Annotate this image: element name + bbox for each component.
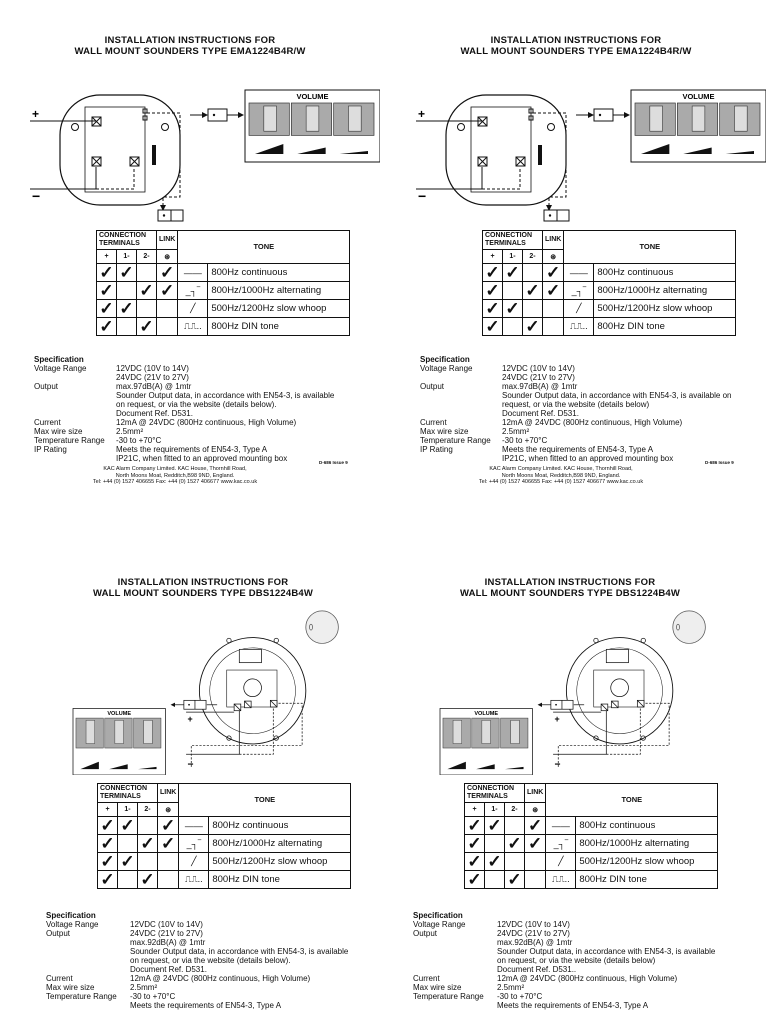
title-line-2: WALL MOUNT SOUNDERS TYPE DBS1224B4W: [459, 588, 681, 599]
spec-label: Current: [34, 418, 61, 427]
spec-value: 12mA @ 24VDC (800Hz continuous, High Volume): [497, 974, 678, 983]
table-row: [98, 817, 351, 835]
table-row: [483, 264, 736, 282]
spec-value: 2.5mm²: [502, 427, 530, 436]
column-2-header: 2-: [138, 803, 158, 817]
link-tick: ✓: [543, 264, 564, 282]
specification: [46, 911, 349, 1010]
sounder-base: [566, 638, 672, 744]
table-row: [483, 282, 736, 300]
spec-heading: Specification: [34, 355, 84, 364]
volume-box: [440, 708, 532, 775]
link-tick: [543, 318, 564, 336]
title-line-1: INSTALLATION INSTRUCTIONS FOR: [490, 35, 662, 46]
spec-label: Output: [34, 382, 59, 391]
column-3-header: ⊛: [157, 250, 178, 264]
volume-box: [73, 708, 165, 775]
minus-terminal-label: −: [32, 188, 41, 204]
tone-table: [482, 230, 736, 336]
terminal-tick: ✓: [483, 300, 503, 318]
tone-table: [97, 783, 351, 889]
link-tick: ✓: [525, 835, 546, 853]
terminal-tick: ✓: [118, 853, 138, 871]
connection-terminals-header: CONNECTION TERMINALS: [465, 784, 525, 803]
spec-value: Meets the requirements of EN54-3, Type A: [116, 445, 268, 454]
tone-name: 800Hz continuous: [594, 264, 736, 282]
tone-waveform-icon: _┐‾: [564, 282, 594, 300]
table-row: [97, 264, 350, 282]
terminal-tick: ✓: [503, 300, 523, 318]
spec-value: Sounder Output data, in accordance with EN54-3, is available: [497, 947, 716, 956]
spec-value: request, or via the website (details below): [502, 400, 650, 409]
terminal-2: [478, 157, 487, 166]
table-row: [483, 300, 736, 318]
terminal-tick: [503, 282, 523, 300]
spec-value: IP21C, when fitted to an approved mounting box: [116, 454, 288, 463]
tone-name: 800Hz DIN tone: [209, 871, 351, 889]
panel-title: [53, 577, 353, 599]
tone-waveform-icon: ╱: [564, 300, 594, 318]
table-row: [97, 282, 350, 300]
spec-value: on request, or via the website (details below).: [116, 400, 277, 409]
column-1-header: 1-: [485, 803, 505, 817]
tone-waveform-icon: ——: [178, 264, 208, 282]
spec-value: -30 to +70°C: [502, 436, 548, 445]
spec-value: 12mA @ 24VDC (800Hz continuous, High Volume): [130, 974, 311, 983]
link-tick: [525, 853, 546, 871]
connection-terminals-header: CONNECTION TERMINALS: [97, 231, 157, 250]
spec-value: -30 to +70°C: [497, 992, 543, 1001]
spec-label: Max wire size: [413, 983, 462, 992]
tone-waveform-icon: ╱: [546, 853, 576, 871]
tone-waveform-icon: ——: [564, 264, 594, 282]
terminal-tick: ✓: [465, 835, 485, 853]
terminal-1: [234, 704, 241, 711]
terminal-3: [130, 157, 139, 166]
column-2-header: 2-: [523, 250, 543, 264]
spec-label: Max wire size: [46, 983, 95, 992]
tone-waveform-icon: ——: [179, 817, 209, 835]
terminal-tick: ✓: [98, 871, 118, 889]
terminal-tick: [503, 318, 523, 336]
terminal-tick: ✓: [137, 318, 157, 336]
footer-line: KAC Alarm Company Limited. KAC House, Thornhill Road,: [489, 466, 633, 472]
wiring-diagram: [416, 85, 766, 225]
terminal-tick: ✓: [117, 264, 137, 282]
tone-header: TONE: [178, 231, 350, 264]
link-tick: ✓: [157, 282, 178, 300]
terminal-tick: ✓: [97, 282, 117, 300]
column-1-header: 1-: [117, 250, 137, 264]
tone-name: 500Hz/1200Hz slow whoop: [576, 853, 718, 871]
terminal-2: [611, 701, 618, 708]
spec-value: on request, or via the website (details below): [497, 956, 656, 965]
terminal-3: [516, 157, 525, 166]
title-line-2: WALL MOUNT SOUNDERS TYPE DBS1224B4W: [92, 588, 314, 599]
tone-waveform-icon: ⎍⎍..: [564, 318, 594, 336]
spec-label: Voltage Range: [420, 364, 473, 373]
wiring-diagram: [380, 605, 755, 775]
tone-name: 800Hz continuous: [576, 817, 718, 835]
table-row: [97, 318, 350, 336]
tone-table: [464, 783, 718, 889]
title-line-1: INSTALLATION INSTRUCTIONS FOR: [117, 577, 289, 588]
terminal-tick: ✓: [118, 817, 138, 835]
footer-line: North Moons Moat, Redditch,B98 9ND, England.: [115, 472, 235, 479]
issue-number: D-686 Issue 9: [705, 460, 734, 465]
spec-heading: Specification: [420, 355, 470, 364]
volume-label: VOLUME: [682, 92, 715, 101]
tone-waveform-icon: ——: [546, 817, 576, 835]
tone-name: 800Hz DIN tone: [208, 318, 350, 336]
link-tick: ✓: [525, 817, 546, 835]
column-3-header: ⊛: [158, 803, 179, 817]
spec-value: Document Ref. D531.: [116, 409, 193, 418]
terminal-tick: [505, 853, 525, 871]
spec-label: Current: [420, 418, 447, 427]
link-tick: [525, 871, 546, 889]
tone-name: 800Hz/1000Hz alternating: [594, 282, 736, 300]
panel-title: [420, 577, 720, 599]
minus-terminal-label: −: [554, 759, 561, 771]
spec-value: -30 to +70°C: [116, 436, 162, 445]
spec-value: on request, or via the website (details below).: [130, 956, 291, 965]
terminal-tick: [138, 817, 158, 835]
specification: [34, 355, 335, 463]
spec-value: 24VDC (21V to 27V): [116, 373, 189, 382]
column-3-header: ⊛: [525, 803, 546, 817]
link-plug: [184, 700, 206, 709]
tone-waveform-icon: _┐‾: [178, 282, 208, 300]
instruction-panel-3: [13, 545, 397, 1024]
instruction-panel-2: [386, 0, 768, 512]
spec-value: 12VDC (10V to 14V): [116, 364, 189, 373]
issue-number: D-686 Issue 9: [319, 460, 348, 465]
spec-label: Max wire size: [34, 427, 83, 436]
terminal-tick: ✓: [505, 835, 525, 853]
plus-terminal-label: +: [32, 107, 40, 121]
terminal-tick: ✓: [138, 835, 158, 853]
title-line-2: WALL MOUNT SOUNDERS TYPE EMA1224B4R/W: [74, 46, 306, 57]
wiring-diagram: [13, 605, 388, 775]
tone-name: 800Hz DIN tone: [576, 871, 718, 889]
spec-label: Voltage Range: [413, 920, 466, 929]
link-header: LINK: [543, 231, 564, 250]
link-tick: [157, 318, 178, 336]
terminal-tick: [485, 871, 505, 889]
terminal-tick: ✓: [465, 817, 485, 835]
terminal-2: [92, 157, 101, 166]
spec-label: Temperature Range: [34, 436, 105, 445]
table-row: [465, 817, 718, 835]
tone-name: 800Hz/1000Hz alternating: [209, 835, 351, 853]
tone-waveform-icon: ⎍⎍..: [546, 871, 576, 889]
spec-value: 24VDC (21V to 27V): [502, 373, 575, 382]
sounder-thumbnail: [673, 611, 706, 644]
spec-label: Output: [420, 382, 445, 391]
spec-value: 24VDC (21V to 27V): [497, 929, 570, 938]
terminal-tick: [505, 817, 525, 835]
terminal-tick: [137, 264, 157, 282]
spec-value: max.92dB(A) @ 1mtr: [497, 938, 573, 947]
spec-value: 2.5mm²: [497, 983, 525, 992]
column-0-header: +: [465, 803, 485, 817]
tone-name: 800Hz/1000Hz alternating: [208, 282, 350, 300]
title-line-2: WALL MOUNT SOUNDERS TYPE EMA1224B4R/W: [460, 46, 692, 57]
terminal-tick: ✓: [483, 282, 503, 300]
terminal-tick: [138, 853, 158, 871]
tone-waveform-icon: ╱: [178, 300, 208, 318]
spec-value: 12VDC (10V to 14V): [502, 364, 575, 373]
spec-value: Document Ref. D531.: [130, 965, 207, 974]
table-row: [465, 871, 718, 889]
spec-label: Current: [46, 974, 73, 983]
column-1-header: 1-: [118, 803, 138, 817]
terminal-tick: ✓: [97, 300, 117, 318]
spec-label: Voltage Range: [34, 364, 87, 373]
table-row: [465, 853, 718, 871]
tone-header: TONE: [546, 784, 718, 817]
column-0-header: +: [97, 250, 117, 264]
spec-value: Sounder Output data, in accordance with EN54-3, is available on: [502, 391, 732, 400]
spec-value: Meets the requirements of EN54-3, Type A: [130, 1001, 282, 1010]
spec-value: max.97dB(A) @ 1mtr: [502, 382, 578, 391]
terminal-tick: [485, 835, 505, 853]
spec-label: Output: [46, 929, 71, 938]
link-header: LINK: [158, 784, 179, 803]
terminal-tick: [118, 871, 138, 889]
link-tick: ✓: [157, 264, 178, 282]
terminal-tick: ✓: [523, 282, 543, 300]
link-tick: ✓: [158, 835, 179, 853]
spec-label: Temperature Range: [46, 992, 117, 1001]
spec-label: Voltage Range: [46, 920, 99, 929]
terminal-tick: [118, 835, 138, 853]
terminal-tick: [137, 300, 157, 318]
terminal-tick: ✓: [98, 817, 118, 835]
table-row: [98, 871, 351, 889]
tone-name: 500Hz/1200Hz slow whoop: [209, 853, 351, 871]
table-row: [465, 835, 718, 853]
terminal-tick: [523, 264, 543, 282]
column-2-header: 2-: [137, 250, 157, 264]
tone-waveform-icon: ⎍⎍..: [178, 318, 208, 336]
tone-waveform-icon: ⎍⎍..: [179, 871, 209, 889]
connection-terminals-header: CONNECTION TERMINALS: [483, 231, 543, 250]
spec-value: Sounder Output data, in accordance with EN54-3, is available: [130, 947, 349, 956]
spec-value: -30 to +70°C: [130, 992, 176, 1001]
spec-label: IP Rating: [34, 445, 67, 454]
spec-label: Max wire size: [420, 427, 469, 436]
terminal-tick: ✓: [97, 264, 117, 282]
terminal-tick: ✓: [117, 300, 137, 318]
spec-value: 24VDC (21V to 27V): [130, 929, 203, 938]
terminal-tick: ✓: [483, 318, 503, 336]
terminal-tick: ✓: [523, 318, 543, 336]
terminal-1: [601, 704, 608, 711]
title-line-1: INSTALLATION INSTRUCTIONS FOR: [104, 35, 276, 46]
tone-waveform-icon: _┐‾: [546, 835, 576, 853]
link-plug: [551, 700, 573, 709]
terminal-tick: ✓: [505, 871, 525, 889]
tone-table: [96, 230, 350, 336]
spec-value: 2.5mm²: [130, 983, 158, 992]
spec-value: Sounder Output data, in accordance with EN54-3, is available: [116, 391, 335, 400]
terminal-tick: ✓: [97, 318, 117, 336]
terminal-3: [270, 700, 277, 707]
tone-name: 800Hz continuous: [209, 817, 351, 835]
volume-box: [631, 90, 766, 162]
spec-value: 12mA @ 24VDC (800Hz continuous, High Volume): [116, 418, 297, 427]
wiring-diagram: [30, 85, 380, 225]
table-row: [483, 318, 736, 336]
spec-value: Document Ref. D531.: [502, 409, 579, 418]
table-row: [98, 835, 351, 853]
column-1-header: 1-: [503, 250, 523, 264]
minus-terminal-label: −: [418, 188, 427, 204]
tone-header: TONE: [179, 784, 351, 817]
table-row: [98, 853, 351, 871]
spec-value: max.97dB(A) @ 1mtr: [116, 382, 192, 391]
spec-label: Temperature Range: [420, 436, 491, 445]
link-tick: [158, 853, 179, 871]
sounder-thumbnail: [306, 611, 339, 644]
tone-name: 800Hz continuous: [208, 264, 350, 282]
link-plug: [594, 109, 613, 121]
spec-value: 12VDC (10V to 14V): [497, 920, 570, 929]
link-plug: [208, 109, 227, 121]
column-3-header: ⊛: [543, 250, 564, 264]
column-0-header: +: [98, 803, 118, 817]
terminal-tick: ✓: [98, 835, 118, 853]
terminal-tick: ✓: [137, 282, 157, 300]
link-tick: [543, 300, 564, 318]
spec-heading: Specification: [46, 911, 96, 920]
volume-label: VOLUME: [474, 711, 499, 718]
terminal-tick: ✓: [485, 817, 505, 835]
panel-title: [40, 35, 340, 57]
link-plug: [158, 210, 183, 221]
spec-value: 12VDC (10V to 14V): [130, 920, 203, 929]
terminal-tick: ✓: [98, 853, 118, 871]
plus-terminal-label: +: [418, 107, 426, 121]
plus-terminal-label: +: [554, 713, 560, 724]
link-header: LINK: [157, 231, 178, 250]
spec-value: 2.5mm²: [116, 427, 144, 436]
link-tick: ✓: [158, 817, 179, 835]
spec-value: IP21C, when fitted to an approved mounting box: [502, 454, 674, 463]
instruction-panel-4: [380, 545, 764, 1024]
table-row: [97, 300, 350, 318]
terminal-tick: ✓: [138, 871, 158, 889]
tone-name: 800Hz/1000Hz alternating: [576, 835, 718, 853]
terminal-tick: ✓: [483, 264, 503, 282]
link-tick: ✓: [543, 282, 564, 300]
terminal-3: [637, 700, 644, 707]
spec-label: Current: [413, 974, 440, 983]
terminal-tick: ✓: [465, 853, 485, 871]
footer-line: North Moons Moat, Redditch,B98 9ND, England.: [501, 472, 621, 479]
minus-terminal-label: −: [187, 759, 194, 771]
tone-name: 800Hz DIN tone: [594, 318, 736, 336]
spec-value: Document Ref. D531..: [497, 965, 577, 974]
tone-waveform-icon: _┐‾: [179, 835, 209, 853]
link-plug: [544, 210, 569, 221]
tone-name: 500Hz/1200Hz slow whoop: [208, 300, 350, 318]
tone-name: 500Hz/1200Hz slow whoop: [594, 300, 736, 318]
volume-box: [245, 90, 380, 162]
terminal-tick: ✓: [465, 871, 485, 889]
terminal-tick: [117, 282, 137, 300]
spec-label: IP Rating: [420, 445, 453, 454]
spec-label: Temperature Range: [413, 992, 484, 1001]
column-0-header: +: [483, 250, 503, 264]
footer-line: Tel: +44 (0) 1527 406655 Fax: +44 (0) 1527 406677 www.kac.co.uk: [478, 479, 644, 485]
spec-label: Output: [413, 929, 438, 938]
instruction-panel-1: [0, 0, 384, 512]
tone-header: TONE: [564, 231, 736, 264]
column-2-header: 2-: [505, 803, 525, 817]
company-footer: [411, 466, 711, 486]
footer-line: KAC Alarm Company Limited. KAC House, Thornhill Road,: [103, 466, 247, 472]
plus-terminal-label: +: [187, 713, 193, 724]
volume-label: VOLUME: [107, 711, 132, 718]
footer-line: Tel: +44 (0) 1527 406655 Fax: +44 (0) 1527 406677 www.kac.co.uk: [92, 479, 258, 485]
link-header: LINK: [525, 784, 546, 803]
link-tick: [158, 871, 179, 889]
spec-heading: Specification: [413, 911, 463, 920]
volume-label: VOLUME: [296, 92, 329, 101]
terminal-2: [244, 701, 251, 708]
spec-value: max.92dB(A) @ 1mtr: [130, 938, 206, 947]
terminal-tick: [523, 300, 543, 318]
spec-value: 12mA @ 24VDC (800Hz continuous, High Volume): [502, 418, 683, 427]
spec-value: Meets the requirements of EN54-3, Type A: [502, 445, 654, 454]
company-footer: [25, 466, 325, 486]
terminal-tick: [117, 318, 137, 336]
link-tick: [157, 300, 178, 318]
connection-terminals-header: CONNECTION TERMINALS: [98, 784, 158, 803]
terminal-tick: ✓: [485, 853, 505, 871]
sounder-base: [199, 638, 305, 744]
spec-value: Meets the requirements of EN54-3, Type A: [497, 1001, 649, 1010]
specification: [413, 911, 716, 1010]
panel-title: [426, 35, 726, 57]
terminal-tick: ✓: [503, 264, 523, 282]
tone-waveform-icon: ╱: [179, 853, 209, 871]
title-line-1: INSTALLATION INSTRUCTIONS FOR: [484, 577, 656, 588]
